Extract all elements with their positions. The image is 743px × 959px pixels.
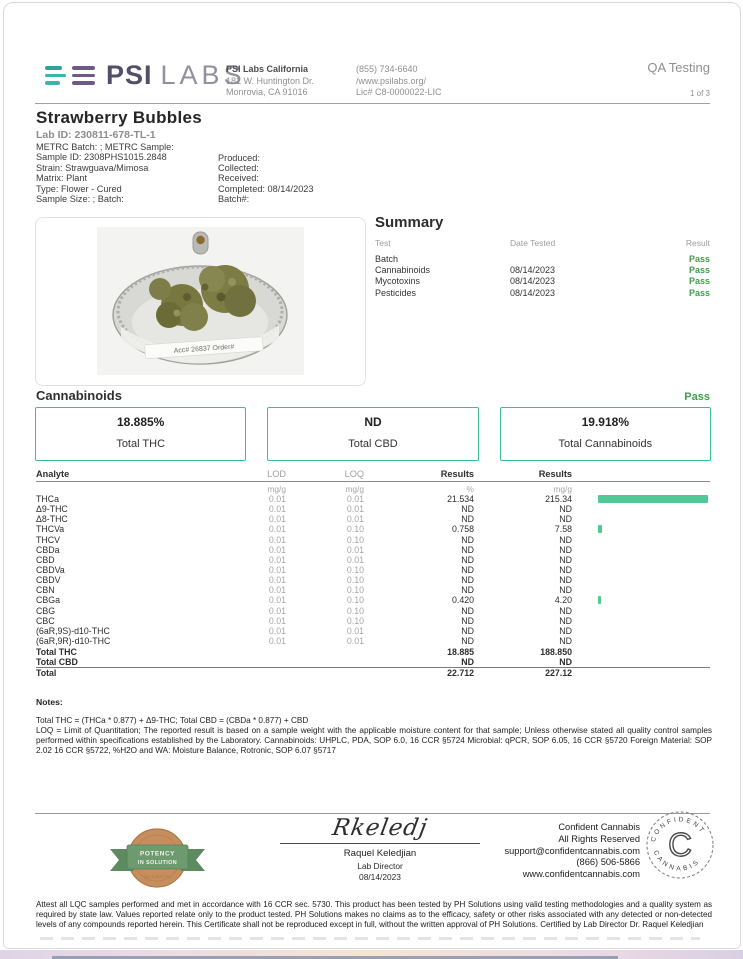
result-mg: 215.34 bbox=[545, 494, 572, 505]
unit-lod: mg/g bbox=[267, 483, 286, 494]
analyte-name: (6aR,9R)-d10-THC bbox=[36, 636, 111, 647]
lod-value: 0.01 bbox=[268, 544, 286, 555]
lod-value: 0.01 bbox=[268, 625, 286, 636]
loq-value: 0.01 bbox=[346, 514, 364, 525]
summary-date: 08/14/2023 bbox=[510, 287, 556, 298]
analyte-row bbox=[36, 585, 710, 595]
analyte-row bbox=[36, 636, 710, 646]
result-percent: ND bbox=[461, 636, 474, 647]
total-box-label: Total CBD bbox=[348, 438, 398, 450]
analyte-name: CBG bbox=[36, 605, 56, 616]
lab-license: Lic# C8-0000022-LIC bbox=[356, 87, 442, 97]
analyte-total-row bbox=[36, 668, 710, 679]
loq-value: 0.10 bbox=[346, 524, 364, 535]
lab-city: Monrovia, CA 91016 bbox=[226, 87, 308, 97]
confident-cannabis-seal bbox=[644, 809, 716, 886]
bottom-edge-bar bbox=[52, 956, 618, 959]
summary-result: Pass bbox=[688, 287, 710, 298]
qa-testing-label: QA Testing bbox=[647, 60, 710, 75]
total-box-label: Total Cannabinoids bbox=[558, 438, 653, 450]
confident-phone: (866) 506-5866 bbox=[576, 857, 640, 868]
analyte-row bbox=[36, 494, 710, 504]
notes-paragraph: LOQ = Limit of Quantitation; The reported result is based on a sample weight with the applicable moisture content for that sample; Unless otherwise stated all quality control samples performed within specifications established by the Laboratory. Cannabinoids: UHPLC, PDA, SOP 6.0, 16 CCR §5724 Microbial: qPCR, SOP 6.05, 16 CCR §5720 Foreign Material: SOP 2.02 16 CCR §5722, %H2O and WA: Moisture Balance, Rotronic, SOP 6.07 §5717 bbox=[36, 726, 712, 755]
col-results-pct: Results bbox=[440, 469, 474, 479]
analyte-table bbox=[36, 469, 710, 679]
lab-contact-block bbox=[356, 64, 442, 99]
result-bar bbox=[598, 596, 601, 604]
summary-test: Pesticides bbox=[375, 287, 417, 298]
lab-id: Lab ID: 230811-678-TL-1 bbox=[36, 129, 156, 141]
analyte-name: THCV bbox=[36, 534, 60, 545]
result-bar-cell bbox=[572, 596, 710, 604]
cannabinoids-title: Cannabinoids bbox=[36, 388, 122, 403]
result-percent: ND bbox=[461, 585, 474, 596]
lod-value: 0.01 bbox=[268, 524, 286, 535]
analyte-name: CBGa bbox=[36, 595, 60, 606]
result-mg: ND bbox=[559, 504, 572, 515]
result-percent: ND bbox=[461, 625, 474, 636]
analyte-name: CBC bbox=[36, 615, 55, 626]
analyte-total-row bbox=[36, 657, 710, 668]
result-percent: 0.420 bbox=[451, 595, 474, 606]
summary-header-row bbox=[375, 238, 710, 253]
sample-photo bbox=[97, 227, 304, 375]
total-percent: 22.712 bbox=[447, 668, 474, 679]
analyte-row bbox=[36, 514, 710, 524]
psi-labs-logo bbox=[45, 60, 246, 91]
loq-value: 0.10 bbox=[346, 565, 364, 576]
analyte-name: Δ8-THC bbox=[36, 514, 68, 525]
sample-detail-line: Produced: bbox=[218, 152, 260, 163]
cannabinoids-heading bbox=[36, 388, 710, 403]
loq-value: 0.10 bbox=[346, 534, 364, 545]
sample-detail-line: Sample ID: 2308PHS1015.2848 bbox=[36, 152, 167, 163]
summary-test: Batch bbox=[375, 253, 399, 264]
lab-website: /www.psilabs.org/ bbox=[356, 75, 427, 86]
summary-row bbox=[375, 253, 710, 264]
unit-pct: % bbox=[466, 483, 474, 494]
result-mg: ND bbox=[559, 565, 572, 576]
total-box-value: ND bbox=[364, 415, 382, 429]
loq-value: 0.01 bbox=[346, 494, 364, 505]
total-box-label: Total THC bbox=[116, 438, 166, 450]
logo-bars-purple bbox=[72, 66, 95, 85]
summary-row bbox=[375, 264, 710, 275]
summary-title: Summary bbox=[375, 214, 444, 231]
confident-name: Confident Cannabis bbox=[558, 822, 640, 832]
unit-loq: mg/g bbox=[345, 483, 364, 494]
analyte-name: CBN bbox=[36, 585, 55, 596]
loq-value: 0.10 bbox=[346, 585, 364, 596]
result-percent: ND bbox=[461, 504, 474, 515]
summary-result: Pass bbox=[688, 276, 710, 287]
analyte-name: THCVa bbox=[36, 524, 65, 535]
col-loq: LOQ bbox=[344, 469, 364, 479]
lod-value: 0.01 bbox=[268, 565, 286, 576]
total-label: Total THC bbox=[36, 646, 77, 657]
header-divider bbox=[35, 103, 710, 104]
result-mg: ND bbox=[559, 544, 572, 555]
signer-name: Raquel Keledjian bbox=[343, 848, 417, 859]
analyte-units-row bbox=[36, 483, 710, 494]
lab-phone: (855) 734-6640 bbox=[356, 64, 418, 74]
badge-ribbon-line1: POTENCY bbox=[139, 850, 176, 858]
sample-detail-line: Strain: Strawguava/Mimosa bbox=[36, 162, 149, 173]
result-bar bbox=[598, 525, 602, 533]
result-percent: 21.534 bbox=[447, 494, 474, 505]
total-label: Total bbox=[36, 668, 57, 679]
analyte-name: Δ9-THC bbox=[36, 504, 68, 515]
result-percent: ND bbox=[461, 554, 474, 565]
lod-value: 0.01 bbox=[268, 605, 286, 616]
loq-value: 0.10 bbox=[346, 575, 364, 586]
result-mg: ND bbox=[559, 605, 572, 616]
result-mg: 7.58 bbox=[554, 524, 572, 535]
result-percent: ND bbox=[461, 544, 474, 555]
sample-detail-line: Received: bbox=[218, 173, 259, 184]
result-percent: 0.758 bbox=[451, 524, 474, 535]
summary-result: Pass bbox=[688, 253, 710, 264]
analyte-row bbox=[36, 535, 710, 545]
result-bar-cell bbox=[572, 495, 710, 503]
lab-branch-name: PSI Labs California bbox=[226, 64, 309, 74]
result-mg: ND bbox=[559, 625, 572, 636]
result-mg: 4.20 bbox=[554, 595, 572, 606]
loq-value: 0.01 bbox=[346, 504, 364, 515]
lod-value: 0.01 bbox=[268, 585, 286, 596]
analyte-name: CBDVa bbox=[36, 565, 65, 576]
loq-value: 0.10 bbox=[346, 615, 364, 626]
analyte-total-row bbox=[36, 646, 710, 657]
analyte-row bbox=[36, 555, 710, 565]
badge-ribbon-line2: IN SOLUTION bbox=[137, 860, 178, 866]
analyte-name: CBDV bbox=[36, 575, 61, 586]
lod-value: 0.01 bbox=[268, 575, 286, 586]
logo-text-labs: LABS bbox=[160, 60, 246, 90]
total-mg: 227.12 bbox=[545, 668, 572, 679]
result-bar-cell bbox=[572, 525, 710, 533]
result-mg: ND bbox=[559, 615, 572, 626]
analyte-row bbox=[36, 504, 710, 514]
lod-value: 0.01 bbox=[268, 554, 286, 565]
confident-cannabis-block bbox=[462, 822, 640, 881]
lod-value: 0.01 bbox=[268, 494, 286, 505]
analyte-row bbox=[36, 565, 710, 575]
potency-badge-icon bbox=[100, 820, 215, 902]
notes-formula-line: Total THC = (THCa * 0.877) + Δ9-THC; Total CBD = (CBDa * 0.877) + CBD bbox=[36, 716, 309, 725]
summary-row bbox=[375, 287, 710, 298]
lod-value: 0.01 bbox=[268, 636, 286, 647]
analyte-row bbox=[36, 626, 710, 636]
signature: Rkeledj bbox=[330, 815, 430, 841]
loq-value: 0.01 bbox=[346, 554, 364, 565]
total-mg: ND bbox=[559, 656, 572, 667]
loq-value: 0.10 bbox=[346, 595, 364, 606]
cannabinoids-pass-badge: Pass bbox=[684, 391, 710, 403]
sample-detail-line: Completed: 08/14/2023 bbox=[218, 183, 314, 194]
sample-details-right bbox=[218, 153, 314, 205]
logo-bars-teal bbox=[45, 66, 66, 85]
lod-value: 0.01 bbox=[268, 595, 286, 606]
summary-section bbox=[375, 214, 710, 299]
result-percent: ND bbox=[461, 514, 474, 525]
attestation-text: Attest all LQC samples performed and met in accordance with 16 CCR sec. 5730. This product has been tested by PH Solutions using valid testing methodologies and a quality system as required by state law. Values reported relate only to the product tested. PH Solutions makes no claims as to the efficacy, safety or other risks associated with any detected or non-detected levels of any compounds reported herein. This Certificate shall not be reproduced except in full, without the written approval of PH Solutions. Certified by Lab Director Dr. Raquel Keledjian bbox=[36, 900, 712, 929]
result-percent: ND bbox=[461, 605, 474, 616]
result-percent: ND bbox=[461, 615, 474, 626]
analyte-name: CBD bbox=[36, 554, 55, 565]
analyte-row bbox=[36, 606, 710, 616]
analyte-name: (6aR,9S)-d10-THC bbox=[36, 625, 110, 636]
badge-sub-text: pH Solutions bbox=[144, 874, 171, 879]
result-bar bbox=[598, 495, 708, 503]
result-mg: ND bbox=[559, 534, 572, 545]
confident-seal-icon bbox=[644, 809, 716, 881]
psi-logo-mark-icon bbox=[45, 66, 95, 85]
total-label: Total CBD bbox=[36, 656, 78, 667]
notes-title: Notes: bbox=[36, 697, 63, 707]
loq-value: 0.01 bbox=[346, 544, 364, 555]
summary-row bbox=[375, 276, 710, 287]
summary-result: Pass bbox=[688, 265, 710, 276]
lod-value: 0.01 bbox=[268, 514, 286, 525]
summary-test: Mycotoxins bbox=[375, 276, 421, 287]
sample-detail-line: Sample Size: ; Batch: bbox=[36, 194, 124, 205]
result-mg: ND bbox=[559, 575, 572, 586]
lod-value: 0.01 bbox=[268, 534, 286, 545]
sample-detail-line: Collected: bbox=[218, 162, 259, 173]
total-percent: 18.885 bbox=[447, 646, 474, 657]
sample-detail-line: METRC Batch: ; METRC Sample: bbox=[36, 142, 174, 152]
signature-block bbox=[280, 815, 480, 882]
confident-website: www.confidentcannabis.com bbox=[522, 869, 640, 880]
lod-value: 0.01 bbox=[268, 615, 286, 626]
sample-photo-box bbox=[35, 217, 366, 386]
result-percent: ND bbox=[461, 534, 474, 545]
sample-detail-line: Batch#: bbox=[218, 194, 250, 205]
seal-text-top: CONFIDENT bbox=[649, 816, 707, 843]
analyte-row bbox=[36, 575, 710, 585]
sample-detail-line: Matrix: Plant bbox=[36, 173, 88, 184]
unit-mg: mg/g bbox=[553, 483, 572, 494]
sample-detail-line: Type: Flower - Cured bbox=[36, 183, 122, 194]
cannabinoid-total-boxes bbox=[35, 407, 711, 461]
total-box bbox=[500, 407, 711, 461]
sample-details-left bbox=[36, 142, 218, 204]
result-mg: ND bbox=[559, 636, 572, 647]
lab-street: 181 W. Huntington Dr. bbox=[226, 75, 315, 86]
summary-date: 08/14/2023 bbox=[510, 265, 556, 276]
summary-test: Cannabinoids bbox=[375, 265, 431, 276]
confident-rights: All Rights Reserved bbox=[558, 833, 640, 844]
summary-header-test: Test bbox=[375, 238, 391, 248]
total-mg: 188.850 bbox=[540, 646, 572, 657]
analyte-row bbox=[36, 545, 710, 555]
total-percent: ND bbox=[461, 656, 474, 667]
notes-body bbox=[36, 716, 712, 756]
result-percent: ND bbox=[461, 565, 474, 576]
confident-email: support@confidentcannabis.com bbox=[504, 845, 640, 856]
result-percent: ND bbox=[461, 575, 474, 586]
loq-value: 0.01 bbox=[346, 636, 364, 647]
footer-divider bbox=[35, 813, 710, 814]
total-box-value: 18.885% bbox=[116, 415, 165, 429]
lod-value: 0.01 bbox=[268, 504, 286, 515]
col-analyte: Analyte bbox=[36, 469, 70, 479]
logo-text-psi: PSI bbox=[106, 60, 153, 90]
scan-artifact-line bbox=[40, 937, 700, 940]
lab-address-block bbox=[226, 64, 314, 99]
total-box-value: 19.918% bbox=[581, 415, 629, 429]
result-mg: ND bbox=[559, 585, 572, 596]
analyte-table-header bbox=[36, 469, 710, 482]
analyte-name: THCa bbox=[36, 494, 59, 505]
loq-value: 0.01 bbox=[346, 625, 364, 636]
analyte-rows bbox=[36, 494, 710, 679]
result-mg: ND bbox=[559, 514, 572, 525]
analyte-row bbox=[36, 616, 710, 626]
summary-header-result: Result bbox=[685, 238, 710, 248]
result-mg: ND bbox=[559, 554, 572, 565]
photo-label-text: Acc# 26837 Order# bbox=[173, 343, 235, 355]
analyte-row bbox=[36, 595, 710, 605]
total-box bbox=[35, 407, 246, 461]
signature-line bbox=[280, 843, 480, 844]
total-box bbox=[267, 407, 478, 461]
summary-header-date: Date Tested bbox=[510, 238, 556, 248]
loq-value: 0.10 bbox=[346, 605, 364, 616]
page-number: 1 of 3 bbox=[689, 89, 710, 98]
signer-title: Lab Director bbox=[357, 861, 403, 871]
seal-text-bottom: CANNABIS bbox=[651, 849, 703, 873]
summary-date: 08/14/2023 bbox=[510, 276, 556, 287]
summary-rows bbox=[375, 253, 710, 299]
seal-center-letter: C bbox=[668, 826, 692, 863]
signature-date: 08/14/2023 bbox=[359, 872, 401, 882]
col-results-mg: Results bbox=[538, 469, 572, 479]
sample-name-title: Strawberry Bubbles bbox=[36, 108, 203, 127]
potency-badge bbox=[100, 820, 215, 907]
analyte-row bbox=[36, 524, 710, 534]
analyte-name: CBDa bbox=[36, 544, 60, 555]
col-lod: LOD bbox=[267, 469, 286, 479]
